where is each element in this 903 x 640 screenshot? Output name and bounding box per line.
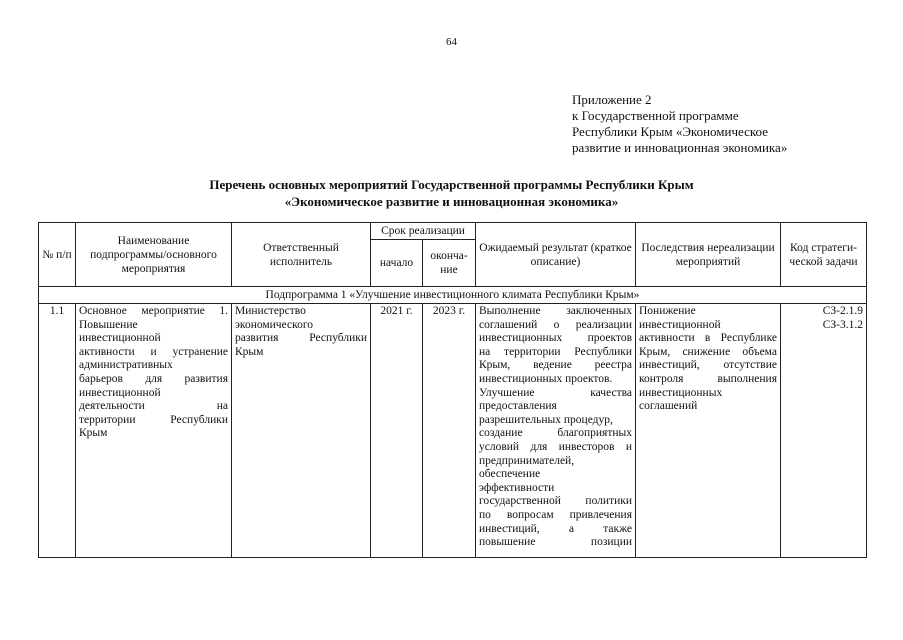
row-name xyxy=(76,304,232,558)
row-result-line: соглашений о реализации xyxy=(479,318,632,331)
row-end: 2023 г. xyxy=(423,304,476,558)
row-name-line: территории Республики xyxy=(79,413,228,426)
row-num: 1.1 xyxy=(39,304,76,558)
header-responsible: Ответственный исполнитель xyxy=(232,223,371,287)
row-name-line: деятельности на xyxy=(79,400,228,413)
document-title-line: «Экономическое развитие и инновационная экономика» xyxy=(284,194,619,209)
row-responsible-line: экономического xyxy=(235,318,314,331)
document-title xyxy=(0,176,903,210)
row-name-line: Основное мероприятие 1. xyxy=(79,305,228,317)
appendix-line: Республики Крым «Экономическое xyxy=(572,124,768,139)
row-result-line: эффективности xyxy=(479,481,555,494)
row-name-line: административных xyxy=(79,359,173,372)
header-row xyxy=(39,223,867,240)
row-name-line: Повышение xyxy=(79,318,138,331)
row-consequences-line: соглашений xyxy=(639,400,698,413)
row-result-line: инвестиций, а также xyxy=(479,522,632,535)
header-end: оконча-ние xyxy=(423,240,476,287)
row-result-line: условий для инвесторов и xyxy=(479,440,632,453)
header-start: начало xyxy=(371,240,423,287)
row-result-line: предоставления xyxy=(479,400,557,413)
row-result-line: повышение позиции xyxy=(479,536,632,549)
header-code: Код стратеги-ческой задачи xyxy=(781,223,867,287)
row-result-line: создание благоприятных xyxy=(479,427,632,440)
row-result-line: предпринимателей, xyxy=(479,454,575,467)
row-responsible-line: развития Республики xyxy=(235,332,367,345)
row-code: СЗ-2.1.9 СЗ-3.1.2 xyxy=(781,304,867,558)
header-consequences: Последствия нереализации мероприятий xyxy=(636,223,781,287)
row-result-line: инвестиционных проектов. xyxy=(479,372,613,385)
row-result-line: инвестиционных проектов xyxy=(479,332,632,345)
row-consequences xyxy=(636,304,781,558)
subprogram-row xyxy=(39,287,867,304)
document-title-line: Перечень основных мероприятий Государственной программы Республики Крым xyxy=(209,177,694,192)
row-consequences-line: активности в Республике xyxy=(639,332,777,345)
row-consequences-line: Понижение xyxy=(639,305,696,317)
appendix-line: к Государственной программе xyxy=(572,108,739,123)
row-name-line: активности и устранение xyxy=(79,345,228,358)
row-result-line: обеспечение xyxy=(479,468,541,481)
row-consequences-line: инвестиций, отсутствие xyxy=(639,359,777,372)
row-result-line: по вопросам привлечения xyxy=(479,508,632,521)
row-responsible xyxy=(232,304,371,558)
row-consequences-line: инвестиционных xyxy=(639,386,723,399)
appendix-line: развитие и инновационная экономика» xyxy=(572,140,788,155)
header-num: № п/п xyxy=(39,223,76,287)
row-consequences-line: инвестиционной xyxy=(639,318,721,331)
appendix-note xyxy=(572,92,787,156)
row-responsible-line: Министерство xyxy=(235,305,306,317)
header-result: Ожидаемый результат (краткое описание) xyxy=(476,223,636,287)
row-name-line: инвестиционной xyxy=(79,332,161,345)
measures-table xyxy=(38,222,867,558)
row-name-line: Крым xyxy=(79,427,108,440)
header-term: Срок реализации xyxy=(371,223,476,240)
table-row xyxy=(39,304,867,558)
header-name: Наименование подпрограммы/основного мероприятия xyxy=(76,223,232,287)
appendix-line: Приложение 2 xyxy=(572,92,652,107)
row-result-line: государственной политики xyxy=(479,495,632,508)
row-start: 2021 г. xyxy=(371,304,423,558)
row-result-line: Улучшение качества xyxy=(479,386,632,399)
row-result-line: Крым, ведение реестра xyxy=(479,359,632,372)
row-result-line: на территории Республики xyxy=(479,345,632,358)
row-name-line: барьеров для развития xyxy=(79,372,228,385)
row-result xyxy=(476,304,636,558)
row-responsible-line: Крым xyxy=(235,345,264,358)
row-result-line: разрешительных процедур, xyxy=(479,413,613,426)
row-consequences-line: контроля выполнения xyxy=(639,372,777,385)
row-name-line: инвестиционной xyxy=(79,386,161,399)
row-consequences-line: Крым, снижение объема xyxy=(639,345,777,358)
row-result-line: Выполнение заключенных xyxy=(479,305,632,317)
subprogram-title: Подпрограмма 1 «Улучшение инвестиционного климата Республики Крым» xyxy=(39,287,867,304)
page-number: 64 xyxy=(446,36,457,48)
